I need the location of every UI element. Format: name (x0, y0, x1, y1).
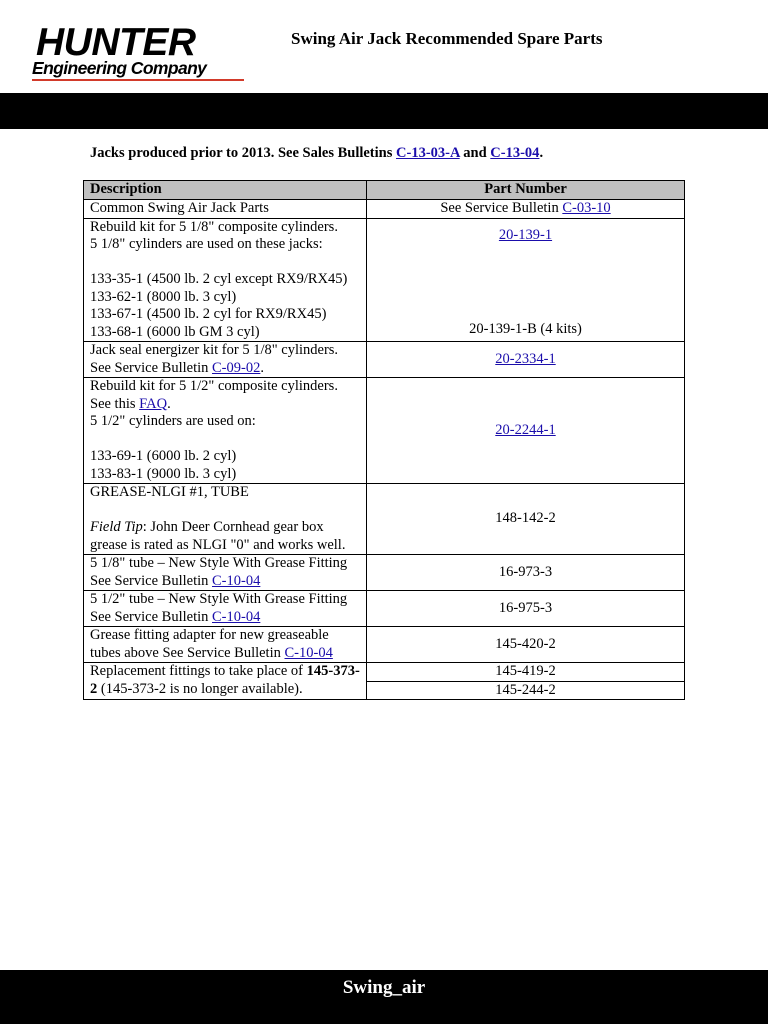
description-line (90, 396, 360, 414)
description-cell (84, 555, 367, 591)
description-blank-line (90, 254, 360, 272)
spare-parts-table (83, 180, 685, 700)
intro-suffix: . (539, 145, 544, 161)
part-number-replacement-a: 145-419-2 (495, 663, 556, 679)
description-line: Jack seal energizer kit for 5 1/8" cylinders. (90, 342, 339, 358)
description-cell (84, 342, 367, 378)
part-number-cell (367, 200, 685, 219)
intro-text (90, 144, 543, 162)
description-tail: (145-373-2 is no longer available). (97, 680, 303, 697)
part-link-20-2334-1[interactable]: 20-2334-1 (495, 350, 556, 367)
description-line: 133-67-1 (4500 lb. 2 cyl for RX9/RX45) (90, 306, 327, 322)
table-row (84, 218, 685, 342)
part-number-cell: 145-420-2 (367, 627, 685, 663)
part-number-primary (367, 219, 684, 245)
table-row (84, 342, 685, 378)
description-line: 5 1/2" cylinders are used on: (90, 413, 256, 429)
bulletin-link-c-10-04[interactable]: C-10-04 (212, 572, 261, 589)
description-text: 5 1/8" tube – New Style With Grease Fitting See Service Bulletin (90, 555, 348, 589)
part-number-cell (367, 218, 685, 342)
part-number-cell: 148-142-2 (367, 484, 685, 555)
part-number-prefix: See Service Bulletin (440, 200, 563, 216)
description-suffix: . (260, 359, 264, 376)
description-line: GREASE-NLGI #1, TUBE (90, 484, 249, 500)
document-title: Swing Air Jack Recommended Spare Parts (291, 29, 603, 48)
bulletin-link-c-09-02[interactable]: C-09-02 (212, 359, 261, 376)
description-line: 133-62-1 (8000 lb. 3 cyl) (90, 288, 237, 305)
table-row (84, 200, 685, 219)
table-row (84, 378, 685, 484)
header-band (0, 93, 768, 129)
description-cell (84, 218, 367, 342)
description-cell (84, 591, 367, 627)
table-row (84, 663, 685, 700)
column-header-part-number: Part Number (367, 181, 685, 200)
description-line: 133-35-1 (4500 lb. 2 cyl except RX9/RX45) (90, 271, 348, 287)
part-number-cell: 16-975-3 (367, 591, 685, 627)
description-line: 133-69-1 (6000 lb. 2 cyl) (90, 448, 237, 464)
table-row (84, 591, 685, 627)
part-link-20-2244-1[interactable]: 20-2244-1 (495, 421, 556, 438)
description-bold-part: 145-373-2 (90, 663, 360, 697)
bulletin-link-c-10-04[interactable]: C-10-04 (284, 644, 333, 661)
bulletin-link-c-13-03-a[interactable]: C-13-03-A (396, 145, 460, 161)
description-line: 133-68-1 (6000 lb GM 3 cyl) (90, 323, 260, 340)
part-number-cell (367, 663, 685, 700)
description-line (90, 360, 360, 378)
logo-wordmark: HUNTER (36, 21, 196, 64)
table-header-row (84, 181, 685, 200)
description-line: Rebuild kit for 5 1/8" composite cylinders. (90, 218, 338, 235)
part-number-replacement-b: 145-244-2 (367, 681, 684, 700)
table-row (84, 555, 685, 591)
description-cell (84, 378, 367, 484)
bulletin-link-c-10-04[interactable]: C-10-04 (212, 608, 261, 625)
part-link-20-139-1[interactable]: 20-139-1 (498, 226, 553, 243)
faq-link[interactable]: FAQ (139, 395, 168, 412)
description-text: 5 1/2" tube – New Style With Grease Fitting See Service Bulletin (90, 591, 348, 625)
description-prefix: See Service Bulletin (90, 359, 213, 376)
logo-underline (32, 79, 244, 81)
description-text: Replacement fittings to take place of (90, 663, 307, 679)
table-row (84, 484, 685, 555)
description-prefix: See this (90, 395, 140, 412)
description-line: Rebuild kit for 5 1/2" composite cylinders. (90, 378, 338, 394)
field-tip (90, 519, 360, 554)
description-blank-line (90, 431, 360, 449)
description-text: Grease fitting adapter for new greaseable tubes above See Service Bulletin (90, 627, 329, 661)
hunter-logo (32, 22, 260, 86)
table-row (84, 627, 685, 663)
column-header-description: Description (84, 181, 367, 200)
part-number-cell: 16-973-3 (367, 555, 685, 591)
description-cell: Common Swing Air Jack Parts (84, 200, 367, 219)
bulletin-link-c-13-04[interactable]: C-13-04 (490, 145, 540, 161)
intro-prefix: Jacks produced prior to 2013. See Sales Bulletins (90, 145, 397, 161)
part-number-cell (367, 342, 685, 378)
logo-subtitle: Engineering Company (32, 58, 207, 78)
intro-connector: and (459, 145, 491, 161)
description-line: 5 1/8" cylinders are used on these jacks: (90, 236, 323, 252)
footer-band (0, 970, 768, 1024)
bulletin-link-c-03-10[interactable]: C-03-10 (562, 200, 611, 216)
footer-label: Swing_air (342, 977, 426, 998)
description-blank-line (90, 502, 360, 520)
description-cell (84, 663, 367, 700)
field-tip-text: : John Deer Cornhead gear box grease is rated as NLGI "0" and works well. (90, 519, 346, 553)
description-line: 133-83-1 (9000 lb. 3 cyl) (90, 465, 237, 482)
part-number-secondary: 20-139-1-B (4 kits) (469, 320, 582, 337)
description-cell (84, 484, 367, 555)
description-suffix: . (167, 395, 171, 412)
description-cell (84, 627, 367, 663)
part-number-cell (367, 378, 685, 484)
field-tip-label: Field Tip (90, 519, 143, 535)
